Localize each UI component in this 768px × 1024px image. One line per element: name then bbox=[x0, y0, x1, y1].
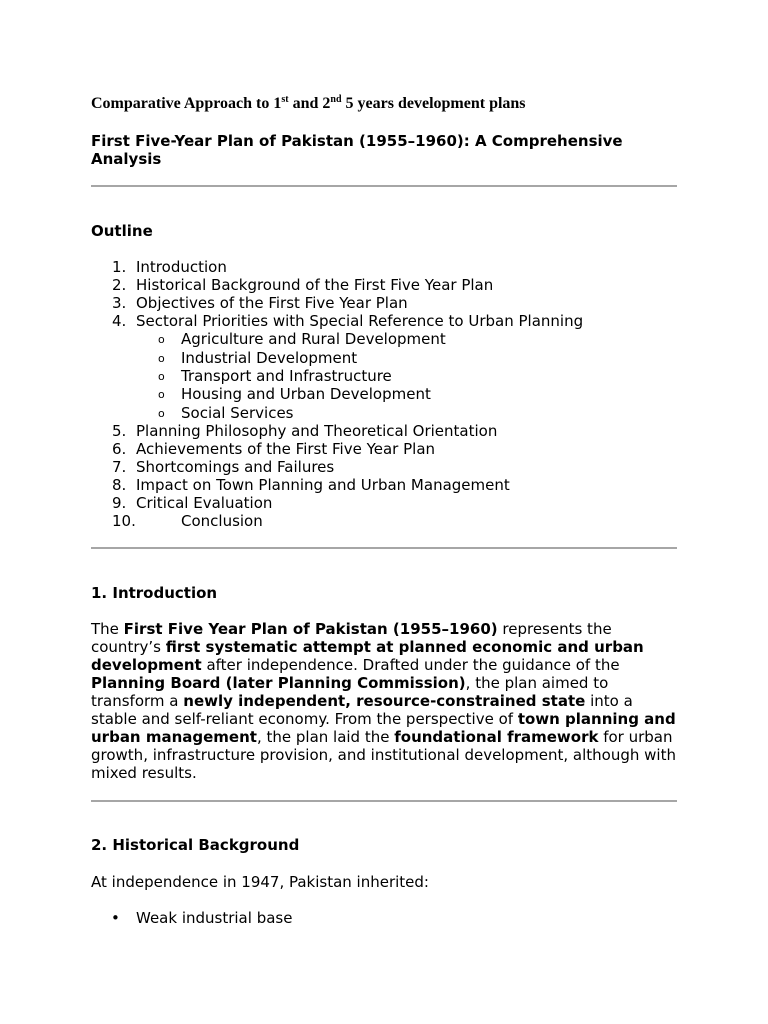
paragraph-emphasis: foundational framework bbox=[394, 728, 599, 746]
outline-item-critical-evaluation: Critical Evaluation bbox=[136, 494, 273, 512]
horizontal-rule bbox=[91, 800, 677, 802]
paragraph-text: , the plan aimed to transform a bbox=[91, 674, 609, 710]
outline-subitem: Housing and Urban Development bbox=[181, 385, 431, 403]
circle-bullet-icon: o bbox=[158, 407, 165, 420]
paragraph-text: into a stable and self-reliant economy. From the perspective of bbox=[91, 692, 633, 728]
paragraph-emphasis: first systematic attempt at planned economic and urban development bbox=[91, 638, 644, 674]
circle-bullet-icon: o bbox=[158, 370, 165, 383]
outline-item-number: 1. bbox=[112, 258, 127, 276]
document-title: Comparative Approach to 1st and 2nd 5 years development plans bbox=[91, 94, 526, 112]
outline-item-objectives: Objectives of the First Five Year Plan bbox=[136, 294, 408, 312]
paragraph-text: for urban growth, infrastructure provision, and institutional development, although with mixed results. bbox=[91, 728, 676, 782]
paragraph-text: , the plan laid the bbox=[256, 728, 395, 746]
outline-item-achievements: Achievements of the First Five Year Plan bbox=[136, 440, 436, 458]
outline-item-number: 5. bbox=[112, 422, 127, 440]
outline-item-number: 9. bbox=[112, 494, 127, 512]
introduction-paragraph bbox=[91, 620, 677, 782]
paragraph-text: after independence. Drafted under the guidance of the bbox=[201, 656, 620, 674]
outline-item-historical-background: Historical Background of the First Five Year Plan bbox=[136, 276, 494, 294]
circle-bullet-icon: o bbox=[158, 352, 165, 365]
outline-subitem: Social Services bbox=[181, 404, 294, 422]
outline-item-number: 7. bbox=[112, 458, 127, 476]
paragraph-emphasis: Planning Board (later Planning Commission) bbox=[91, 674, 466, 692]
paragraph-text: The bbox=[91, 620, 124, 638]
outline-item-sectoral-priorities: Sectoral Priorities with Special Reference to Urban Planning bbox=[136, 312, 584, 330]
outline-item-shortcomings: Shortcomings and Failures bbox=[136, 458, 335, 476]
outline-item-number: 3. bbox=[112, 294, 127, 312]
outline-subitem: Agriculture and Rural Development bbox=[181, 330, 446, 348]
outline-item-conclusion: Conclusion bbox=[181, 512, 263, 530]
paragraph-emphasis: newly independent, resource-constrained state bbox=[183, 692, 586, 710]
circle-bullet-icon: o bbox=[158, 333, 165, 346]
horizontal-rule bbox=[91, 185, 677, 187]
outline-item-planning-philosophy: Planning Philosophy and Theoretical Orientation bbox=[136, 422, 498, 440]
outline-item-number: 10. bbox=[112, 512, 136, 530]
paragraph-emphasis: town planning and urban management bbox=[91, 710, 676, 746]
circle-bullet-icon: o bbox=[158, 388, 165, 401]
historical-background-heading: 2. Historical Background bbox=[91, 836, 300, 854]
historical-background-intro: At independence in 1947, Pakistan inherited: bbox=[91, 873, 429, 891]
paragraph-emphasis: First Five Year Plan of Pakistan (1955–1960) bbox=[123, 620, 498, 638]
outline-item-introduction: Introduction bbox=[136, 258, 227, 276]
bullet-icon: • bbox=[111, 909, 120, 927]
document-subtitle: First Five-Year Plan of Pakistan (1955–1960): A Comprehensive Analysis bbox=[91, 132, 623, 168]
outline-item-number: 4. bbox=[112, 312, 127, 330]
paragraph-text: represents the country’s bbox=[91, 620, 612, 656]
outline-item-number: 2. bbox=[112, 276, 127, 294]
outline-item-number: 6. bbox=[112, 440, 127, 458]
outline-item-impact: Impact on Town Planning and Urban Management bbox=[136, 476, 510, 494]
outline-heading: Outline bbox=[91, 222, 153, 240]
outline-subitem: Industrial Development bbox=[181, 349, 358, 367]
bullet-item: Weak industrial base bbox=[136, 909, 293, 927]
horizontal-rule bbox=[91, 547, 677, 549]
introduction-heading: 1. Introduction bbox=[91, 584, 218, 602]
outline-subitem: Transport and Infrastructure bbox=[181, 367, 392, 385]
outline-item-number: 8. bbox=[112, 476, 127, 494]
